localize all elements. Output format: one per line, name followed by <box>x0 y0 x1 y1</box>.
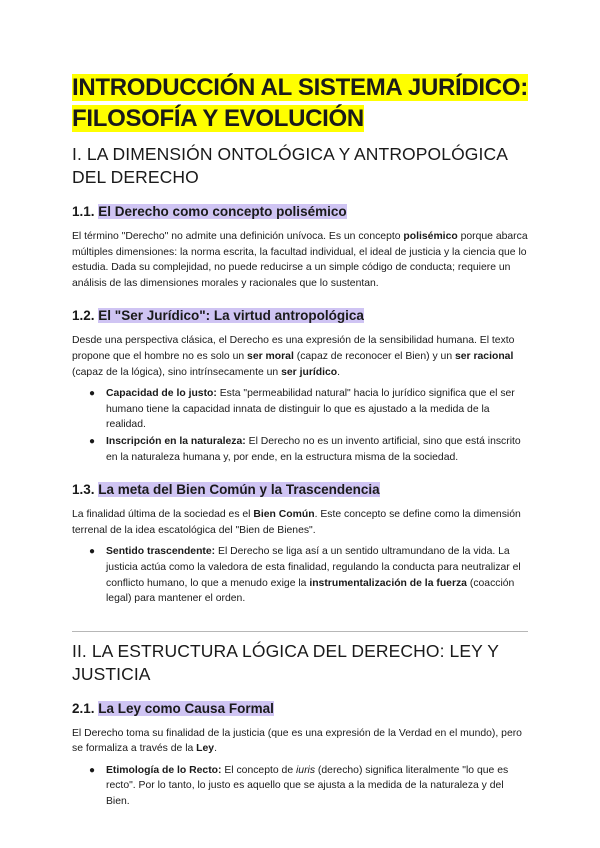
subsection-heading-1-2 <box>72 307 528 325</box>
subsection-number: 2.1. <box>72 700 99 716</box>
title-line-1: INTRODUCCIÓN AL SISTEMA JURÍDICO: <box>72 74 528 101</box>
subsection-title: El Derecho como concepto polisémico <box>98 204 347 219</box>
paragraph-1-2: Desde una perspectiva clásica, el Derecho es una expresión de la sensibilidad humana. El texto propone que el hombre no es solo un ser moral (capaz de reconocer el Bien) y un ser racional (capaz de la lógica), sino intrínsecamente un ser jurídico. <box>72 335 515 378</box>
section-divider <box>72 631 528 632</box>
document-title <box>72 0 528 134</box>
paragraph-1-1: El término "Derecho" no admite una definición unívoca. Es un concepto polisémico porque abarca múltiples dimensiones: la norma escrita, la facultad individual, el ideal de justicia y la ciencia que lo estudia. Dada su complejidad, no puede reducirse a un simple código de conducta; requiere un análisis de las dimensiones morales y racionales que lo sustentan. <box>72 231 528 289</box>
bullet-icon: ● <box>89 764 96 776</box>
subsection-heading-2-1 <box>72 700 528 718</box>
list-item: ● Capacidad de lo justo: Esta "permeabilidad natural" hacia lo jurídico significa que el ser humano tiene la capacidad innata de distinguir lo que es ajustado a la medida de la realidad. <box>89 388 515 431</box>
list-item: ● Etimología de lo Recto: El concepto de iuris (derecho) significa literalmente "lo que es recto". Por lo tanto, lo justo es aquello que se ajusta a la medida de la naturaleza y del Bien. <box>89 764 509 808</box>
bullet-list-1-2 <box>72 386 528 465</box>
subsection-number: 1.3. <box>72 482 99 498</box>
subsection-title: La meta del Bien Común y la Trascendencia <box>98 482 380 498</box>
subsection-heading-1-3 <box>72 481 528 499</box>
paragraph-1-3: La finalidad última de la sociedad es el Bien Común. Este concepto se define como la dimensión terrenal de la idea escatológica del "Bien de Bienes". <box>72 509 521 536</box>
bullet-list-1-3 <box>72 544 528 606</box>
bullet-list-2-1 <box>72 763 528 810</box>
subsection-title: La Ley como Causa Formal <box>98 700 274 716</box>
bullet-icon: ● <box>89 388 96 400</box>
subsection-number: 1.1. <box>72 204 99 219</box>
subsection-number: 1.2. <box>72 308 99 324</box>
section-heading-2: II. LA ESTRUCTURA LÓGICA DEL DERECHO: LEY Y JUSTICIA <box>72 640 499 684</box>
list-item: ● Inscripción en la naturaleza: El Derecho no es un invento artificial, sino que está inscrito en la naturaleza humana y, por ende, en la estructura misma de la sociedad. <box>89 435 521 463</box>
bullet-icon: ● <box>89 546 96 558</box>
paragraph-2-1: El Derecho toma su finalidad de la justicia (que es una expresión de la Verdad en el mundo), pero se formaliza a través de la Ley. <box>72 727 522 755</box>
list-item: ● Sentido trascendente: El Derecho se liga así a un sentido ultramundano de la vida. La justicia actúa como la valedora de esta finalidad, regulando la conducta para neutralizar el conflicto humano, lo que a menudo exige la instrumentalización de la fuerza (coacción legal) para mantener el orden. <box>89 546 521 605</box>
subsection-title: El "Ser Jurídico": La virtud antropológica <box>98 308 364 324</box>
title-line-2: FILOSOFÍA Y EVOLUCIÓN <box>72 105 364 132</box>
bullet-icon: ● <box>89 435 96 447</box>
subsection-heading-1-1 <box>72 203 528 221</box>
section-heading-1: I. LA DIMENSIÓN ONTOLÓGICA Y ANTROPOLÓGICA DEL DERECHO <box>72 144 508 187</box>
